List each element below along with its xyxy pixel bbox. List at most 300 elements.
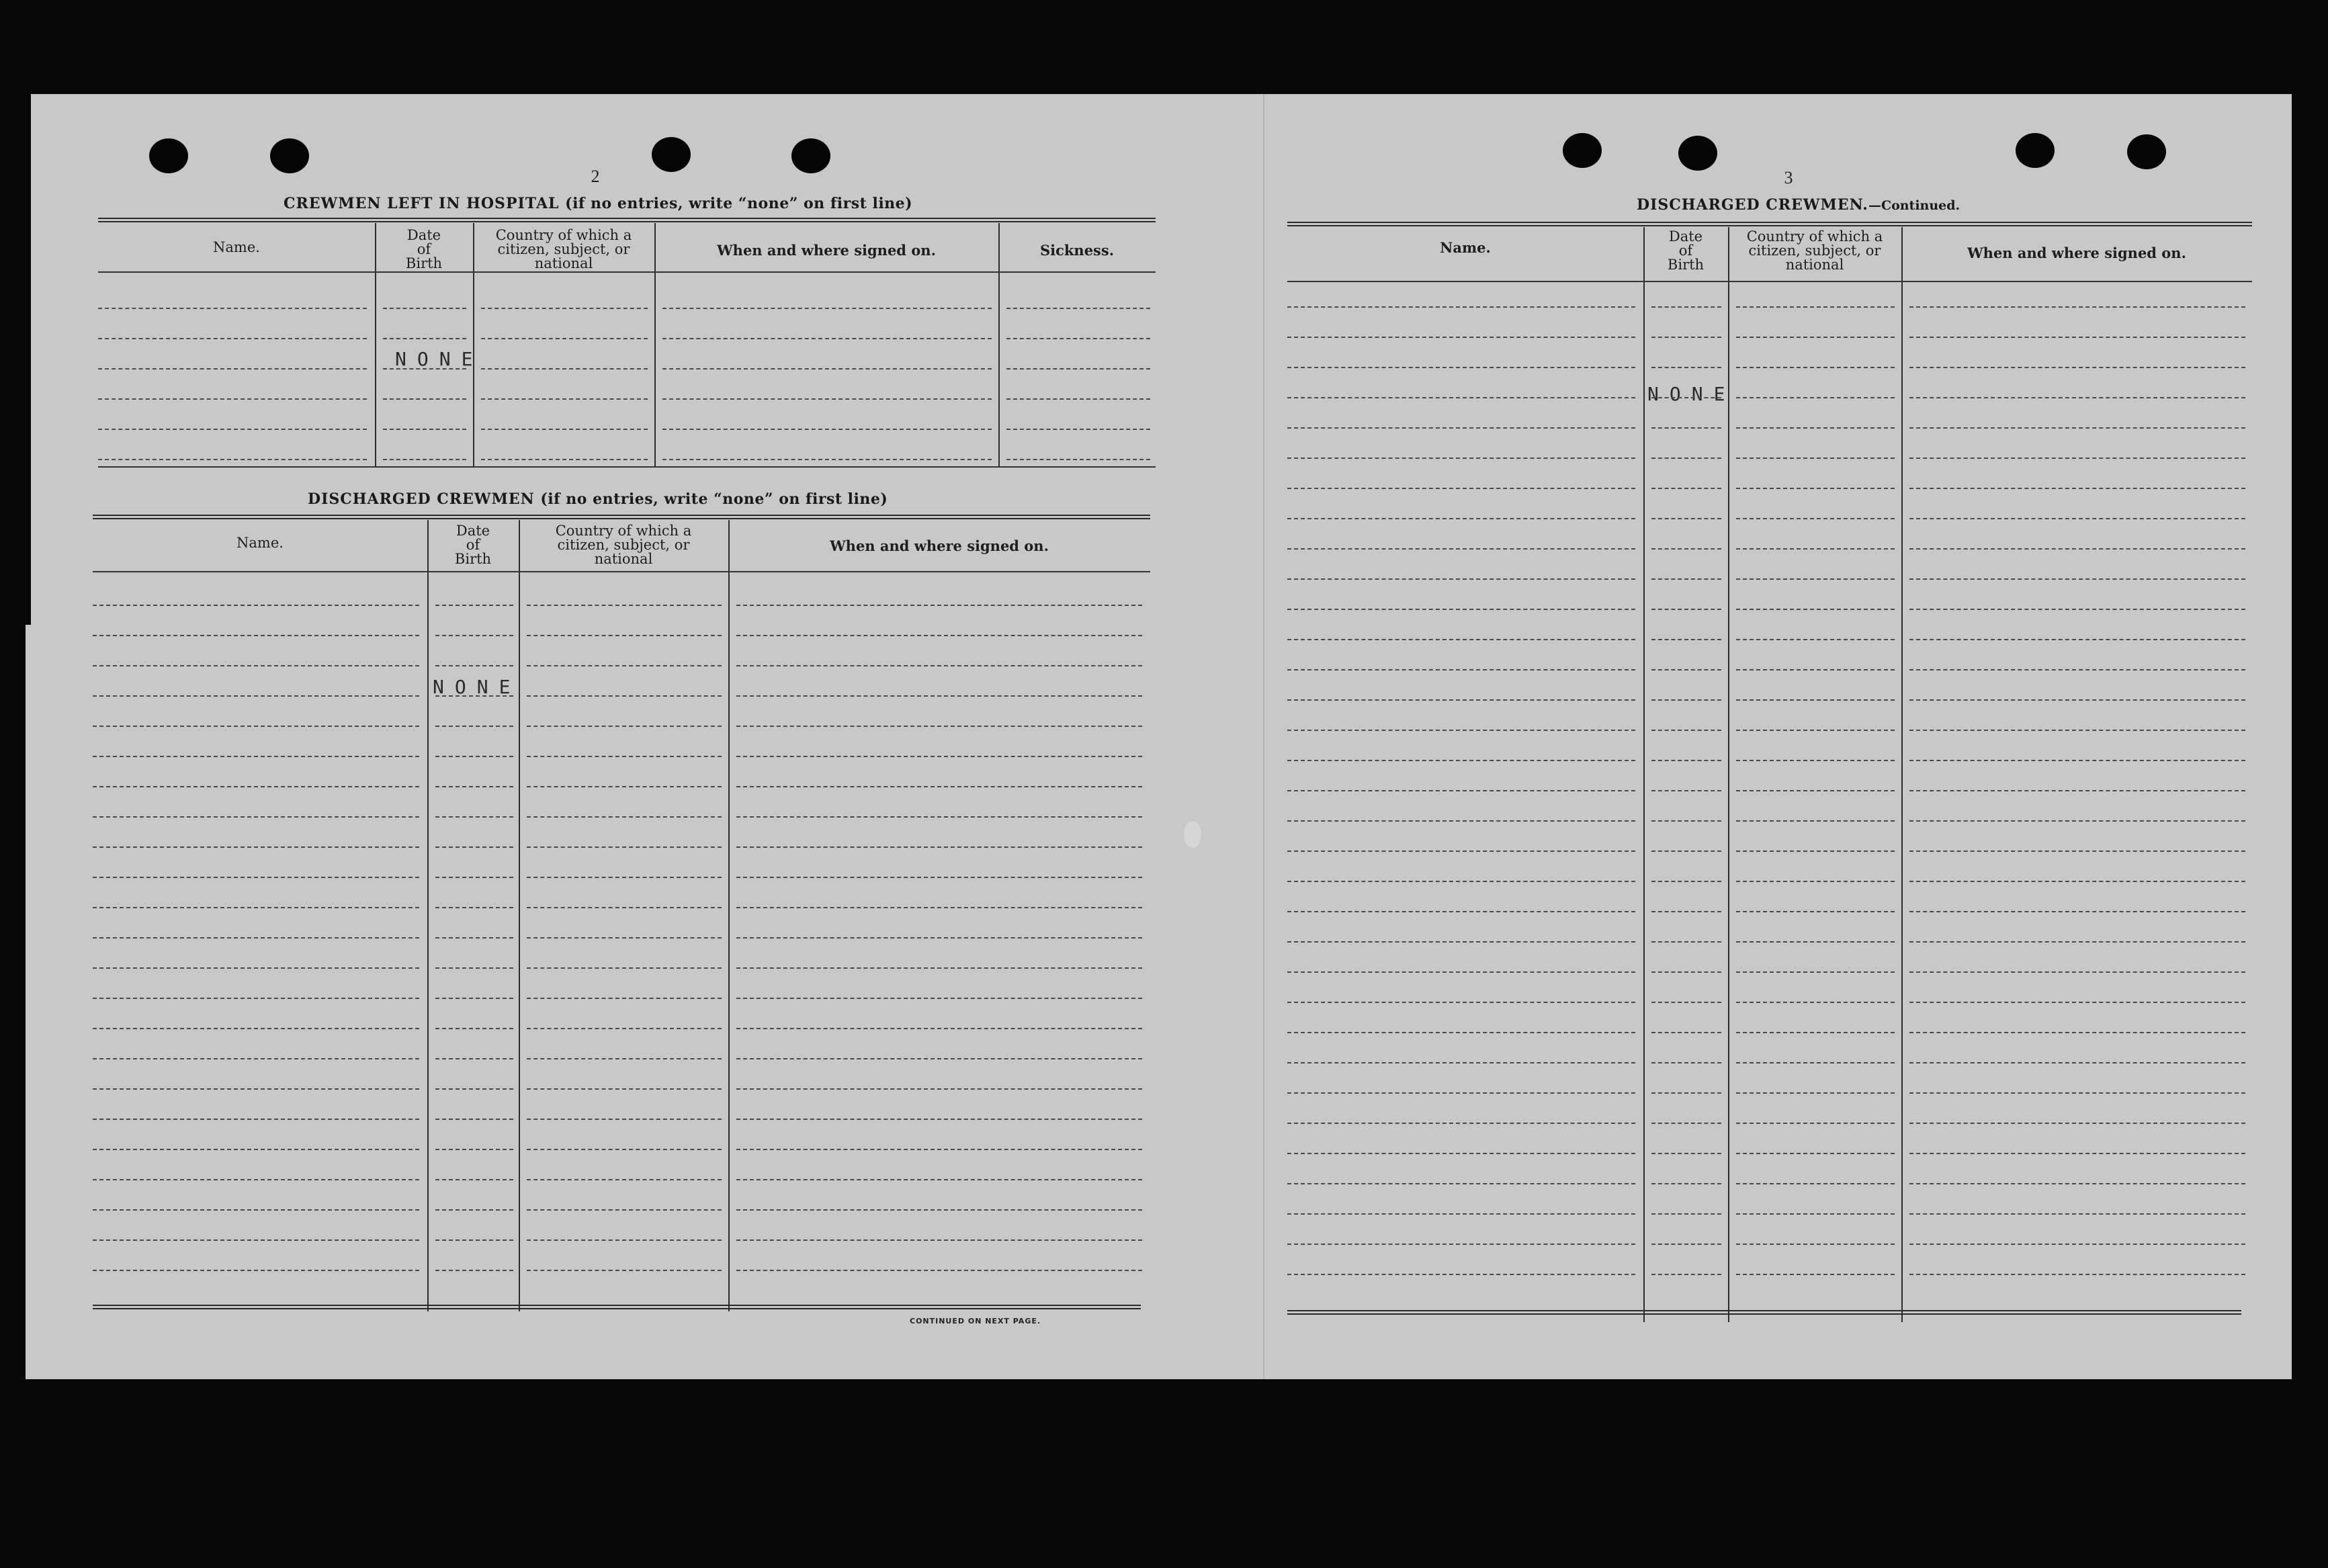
column-header-dob: [375, 228, 473, 271]
ruled-line: [93, 998, 419, 999]
column-header-country: [1728, 230, 1901, 272]
ruled-line: [1736, 639, 1895, 640]
column-divider: [519, 520, 520, 1311]
dob-line-1: Date: [1668, 228, 1703, 245]
ruled-line: [93, 907, 419, 908]
ruled-line: [93, 665, 419, 666]
table-bottom-rule: [1287, 1310, 2241, 1315]
ruled-line: [1736, 911, 1895, 912]
ruled-line: [1736, 760, 1895, 761]
ruled-line: [1651, 397, 1721, 398]
ruled-line: [527, 695, 722, 697]
column-divider: [654, 223, 656, 466]
table-bottom-rule: [93, 1305, 1141, 1309]
ruled-line: [1651, 941, 1721, 943]
ruled-line: [1909, 669, 2245, 670]
dob-line-3: Birth: [405, 255, 443, 271]
ruled-line: [1736, 699, 1895, 701]
discharged-section-title: [308, 490, 888, 508]
ruled-line: [736, 1270, 1142, 1271]
column-header-name: Name.: [1440, 239, 1491, 256]
ruled-line: [662, 398, 992, 400]
ruled-line: [93, 786, 419, 787]
ruled-line: [93, 605, 419, 606]
ruled-line: [736, 605, 1142, 606]
discharged-table: [93, 515, 1150, 1307]
continued-note: CONTINUED ON NEXT PAGE.: [910, 1317, 1041, 1325]
ruled-line: [1651, 760, 1721, 761]
ruled-line: [527, 605, 722, 606]
ruled-line: [435, 1149, 513, 1150]
ruled-line: [1736, 790, 1895, 791]
dob-line-2: of: [417, 241, 431, 257]
punch-hole: [791, 138, 830, 173]
ruled-line: [527, 1270, 722, 1271]
right-title-text: DISCHARGED CREWMEN.: [1637, 196, 1868, 214]
dob-line-2: of: [1678, 243, 1693, 259]
ruled-line: [1736, 488, 1895, 489]
ruled-line: [1287, 488, 1635, 489]
ruled-line: [1651, 578, 1721, 580]
country-line-3: national: [594, 551, 653, 567]
ruled-line: [93, 1209, 419, 1211]
ruled-line: [1909, 1183, 2245, 1184]
page-number-left: 2: [591, 167, 600, 186]
ruled-line: [93, 695, 419, 697]
none-stamp: NONE: [1647, 383, 1736, 405]
ruled-line: [1736, 1183, 1895, 1184]
ruled-line: [1909, 609, 2245, 610]
ruled-line: [1909, 639, 2245, 640]
ruled-line: [1651, 518, 1721, 519]
ruled-line: [1287, 367, 1635, 368]
ruled-line: [1651, 881, 1721, 882]
ruled-line: [1651, 1153, 1721, 1154]
ruled-line: [93, 1179, 419, 1180]
ruled-line: [93, 1149, 419, 1150]
ruled-line: [1909, 397, 2245, 398]
ruled-line: [662, 459, 992, 460]
dob-line-1: Date: [406, 227, 441, 243]
ruled-line: [1909, 1213, 2245, 1215]
ruled-line: [435, 1179, 513, 1180]
ruled-line: [1287, 337, 1635, 338]
ruled-line: [1287, 1092, 1635, 1094]
ruled-line: [93, 1028, 419, 1029]
punch-hole: [149, 138, 188, 173]
punch-hole: [1563, 133, 1602, 168]
ruled-line: [481, 429, 648, 430]
ruled-line: [1909, 1274, 2245, 1275]
discharged-continued-table: [1287, 222, 2252, 1323]
ruled-line: [662, 368, 992, 369]
ruled-line: [1006, 308, 1150, 309]
ruled-line: [1287, 306, 1635, 308]
ruled-line: [1651, 669, 1721, 670]
ruled-line: [1909, 1032, 2245, 1033]
punch-hole: [270, 138, 309, 173]
ruled-line: [1287, 1213, 1635, 1215]
column-divider: [1901, 227, 1903, 1322]
paper-speck: [1184, 821, 1201, 848]
ruled-line: [1287, 730, 1635, 731]
ruled-line: [98, 308, 367, 309]
ruled-line: [435, 1239, 513, 1241]
ruled-line: [435, 907, 513, 908]
ruled-line: [1287, 397, 1635, 398]
column-header-dob: [1643, 230, 1728, 272]
ruled-line: [481, 368, 648, 369]
ruled-line: [1651, 1274, 1721, 1275]
ruled-line: [1736, 518, 1895, 519]
ruled-line: [1736, 820, 1895, 822]
ruled-line: [1909, 427, 2245, 429]
ruled-line: [1736, 1244, 1895, 1245]
ruled-line: [1287, 609, 1635, 610]
column-divider: [1643, 227, 1645, 1322]
ruled-line: [1736, 367, 1895, 368]
column-divider: [728, 520, 730, 1311]
ruled-line: [1736, 1153, 1895, 1154]
ruled-line: [1736, 1092, 1895, 1094]
ruled-line: [1651, 1123, 1721, 1124]
ruled-line: [98, 338, 367, 339]
ruled-line: [527, 1179, 722, 1180]
ruled-line: [1651, 730, 1721, 731]
ruled-line: [1287, 1002, 1635, 1003]
ruled-line: [1006, 338, 1150, 339]
ruled-line: [435, 937, 513, 939]
ruled-line: [1651, 1002, 1721, 1003]
ruled-line: [1909, 1092, 2245, 1094]
ruled-line: [1909, 790, 2245, 791]
ruled-line: [527, 1028, 722, 1029]
ruled-line: [1736, 458, 1895, 459]
hospital-title-note: (if no entries, write “none” on first line): [565, 195, 913, 212]
ruled-line: [383, 398, 466, 400]
ruled-line: [1651, 427, 1721, 429]
ruled-line: [527, 786, 722, 787]
ruled-line: [1736, 971, 1895, 973]
ruled-line: [736, 1149, 1142, 1150]
ruled-line: [98, 429, 367, 430]
ruled-line: [1006, 429, 1150, 430]
ruled-line: [1736, 881, 1895, 882]
ruled-line: [1909, 1002, 2245, 1003]
punch-hole: [2127, 134, 2166, 169]
ruled-line: [383, 429, 466, 430]
discharged-title-note: (if no entries, write “none” on first line): [540, 490, 888, 508]
dob-line-1: Date: [456, 523, 490, 539]
ruled-line: [435, 1088, 513, 1090]
ruled-line: [1651, 851, 1721, 852]
header-rule: [93, 571, 1150, 572]
ruled-line: [93, 635, 419, 636]
ruled-line: [435, 756, 513, 757]
ruled-line: [1287, 1244, 1635, 1245]
ruled-line: [1651, 337, 1721, 338]
ruled-line: [527, 1088, 722, 1090]
ruled-line: [435, 967, 513, 969]
ruled-line: [1651, 548, 1721, 550]
ruled-line: [1651, 911, 1721, 912]
none-stamp: NONE: [395, 348, 484, 370]
ruled-line: [435, 1119, 513, 1120]
ruled-line: [1287, 911, 1635, 912]
ruled-line: [1736, 397, 1895, 398]
table-top-rule: [93, 515, 1150, 519]
ruled-line: [435, 877, 513, 878]
ruled-line: [1287, 1062, 1635, 1063]
ruled-line: [736, 756, 1142, 757]
ruled-line: [1287, 548, 1635, 550]
ruled-line: [93, 877, 419, 878]
ruled-line: [93, 846, 419, 848]
ruled-line: [1909, 578, 2245, 580]
ruled-line: [1909, 518, 2245, 519]
ruled-line: [1736, 730, 1895, 731]
ruled-line: [1006, 368, 1150, 369]
ruled-line: [1909, 820, 2245, 822]
hospital-table: [98, 218, 1156, 470]
dob-line-3: Birth: [1667, 257, 1705, 273]
ruled-line: [1651, 1183, 1721, 1184]
ruled-line: [1651, 1062, 1721, 1063]
discharged-title-text: DISCHARGED CREWMEN: [308, 490, 535, 508]
ruled-line: [527, 635, 722, 636]
right-title-suffix: —Continued.: [1868, 198, 1960, 213]
country-line-1: Country of which a: [1746, 228, 1883, 245]
ruled-line: [736, 1239, 1142, 1241]
column-divider: [998, 223, 1000, 466]
ruled-line: [1909, 911, 2245, 912]
ruled-line: [1909, 548, 2245, 550]
country-line-1: Country of which a: [555, 523, 692, 539]
ruled-line: [1651, 609, 1721, 610]
ruled-line: [1651, 1244, 1721, 1245]
ruled-line: [1651, 1213, 1721, 1215]
ruled-line: [1651, 367, 1721, 368]
ruled-line: [527, 665, 722, 666]
ruled-line: [93, 1088, 419, 1090]
ruled-line: [1736, 427, 1895, 429]
ruled-line: [1736, 1274, 1895, 1275]
ruled-line: [527, 1209, 722, 1211]
ruled-line: [1287, 1032, 1635, 1033]
ruled-line: [1736, 851, 1895, 852]
ruled-line: [1909, 1123, 2245, 1124]
ruled-line: [1287, 941, 1635, 943]
ruled-line: [1736, 548, 1895, 550]
ruled-line: [1651, 820, 1721, 822]
ruled-line: [527, 1149, 722, 1150]
punch-hole: [652, 137, 691, 172]
ruled-line: [527, 1119, 722, 1120]
ruled-line: [1651, 639, 1721, 640]
ruled-line: [736, 635, 1142, 636]
ruled-line: [736, 877, 1142, 878]
ruled-line: [527, 967, 722, 969]
ruled-line: [1006, 398, 1150, 400]
ruled-line: [435, 1270, 513, 1271]
ruled-line: [1909, 458, 2245, 459]
ruled-line: [527, 726, 722, 727]
ruled-line: [1651, 790, 1721, 791]
ruled-line: [1736, 1213, 1895, 1215]
ruled-line: [98, 459, 367, 460]
ruled-line: [1909, 699, 2245, 701]
country-line-3: national: [534, 255, 593, 271]
column-header-signed-on: When and where signed on.: [1967, 245, 2186, 261]
ruled-line: [1287, 820, 1635, 822]
ruled-line: [1287, 971, 1635, 973]
ruled-line: [1909, 730, 2245, 731]
ruled-line: [1736, 1032, 1895, 1033]
column-header-name: Name.: [236, 535, 284, 551]
ruled-line: [527, 1058, 722, 1059]
table-top-rule: [1287, 222, 2252, 226]
ruled-line: [1287, 790, 1635, 791]
country-line-2: citizen, subject, or: [497, 241, 630, 257]
ruled-line: [736, 937, 1142, 939]
column-divider: [427, 520, 429, 1311]
ruled-line: [383, 368, 466, 369]
ruled-line: [383, 459, 466, 460]
ruled-line: [98, 368, 367, 369]
ruled-line: [1287, 1153, 1635, 1154]
page-gutter: [1263, 94, 1264, 1379]
ruled-line: [1651, 306, 1721, 308]
ruled-line: [1651, 1092, 1721, 1094]
ruled-line: [481, 338, 648, 339]
ruled-line: [1651, 699, 1721, 701]
table-top-rule: [98, 218, 1156, 222]
ruled-line: [1909, 971, 2245, 973]
ruled-line: [1287, 1274, 1635, 1275]
ruled-line: [736, 726, 1142, 727]
ruled-line: [1909, 941, 2245, 943]
ruled-line: [1736, 941, 1895, 943]
ruled-line: [1909, 881, 2245, 882]
ruled-line: [435, 605, 513, 606]
ruled-line: [481, 459, 648, 460]
ruled-line: [93, 1058, 419, 1059]
ruled-line: [1006, 459, 1150, 460]
ruled-line: [1909, 851, 2245, 852]
ruled-line: [736, 1058, 1142, 1059]
ruled-line: [435, 726, 513, 727]
ruled-line: [1909, 367, 2245, 368]
ruled-line: [1287, 881, 1635, 882]
ruled-line: [481, 308, 648, 309]
ruled-line: [736, 907, 1142, 908]
ruled-line: [435, 1209, 513, 1211]
ruled-line: [1736, 609, 1895, 610]
ruled-line: [435, 665, 513, 666]
ruled-line: [1909, 760, 2245, 761]
ruled-line: [1287, 518, 1635, 519]
ruled-line: [527, 1239, 722, 1241]
column-header-dob: [427, 524, 519, 566]
column-header-signed-on: When and where signed on.: [717, 242, 936, 259]
punch-hole: [1678, 136, 1717, 171]
country-line-2: citizen, subject, or: [1748, 243, 1881, 259]
ruled-line: [1651, 1032, 1721, 1033]
ruled-line: [662, 338, 992, 339]
ruled-line: [93, 1270, 419, 1271]
ruled-line: [383, 338, 466, 339]
ruled-line: [1736, 1002, 1895, 1003]
ruled-line: [1651, 488, 1721, 489]
ruled-line: [1909, 488, 2245, 489]
ruled-line: [527, 846, 722, 848]
ruled-line: [736, 1088, 1142, 1090]
ruled-line: [1736, 337, 1895, 338]
column-header-signed-on: When and where signed on.: [830, 537, 1049, 554]
ruled-line: [1736, 306, 1895, 308]
ruled-line: [1736, 1123, 1895, 1124]
ruled-line: [736, 816, 1142, 818]
column-header-sickness: Sickness.: [1039, 242, 1115, 259]
ruled-line: [93, 756, 419, 757]
ruled-line: [527, 937, 722, 939]
country-line-3: national: [1785, 257, 1844, 273]
ruled-line: [383, 308, 466, 309]
ruled-line: [93, 816, 419, 818]
ruled-line: [435, 816, 513, 818]
ruled-line: [1736, 1062, 1895, 1063]
ruled-line: [1909, 1153, 2245, 1154]
ruled-line: [736, 695, 1142, 697]
ruled-line: [527, 907, 722, 908]
sheet-edge: [26, 625, 40, 1379]
ruled-line: [435, 695, 513, 697]
ruled-line: [1287, 760, 1635, 761]
punch-hole: [2016, 133, 2055, 168]
ruled-line: [93, 1239, 419, 1241]
hospital-section-title: [284, 195, 912, 212]
ruled-line: [527, 998, 722, 999]
ruled-line: [1909, 337, 2245, 338]
ruled-line: [736, 665, 1142, 666]
ruled-line: [481, 398, 648, 400]
ruled-line: [1651, 458, 1721, 459]
column-header-country: [519, 524, 728, 566]
none-stamp: NONE: [433, 676, 521, 698]
ruled-line: [1909, 1244, 2245, 1245]
ruled-line: [662, 308, 992, 309]
ruled-line: [527, 756, 722, 757]
ruled-line: [1287, 699, 1635, 701]
dob-line-2: of: [466, 537, 480, 553]
ruled-line: [435, 1028, 513, 1029]
ruled-line: [98, 398, 367, 400]
ruled-line: [93, 967, 419, 969]
ruled-line: [1909, 1062, 2245, 1063]
hospital-title-text: CREWMEN LEFT IN HOSPITAL: [284, 195, 560, 212]
ruled-line: [736, 1119, 1142, 1120]
ruled-line: [93, 1119, 419, 1120]
ruled-line: [736, 1028, 1142, 1029]
header-rule: [98, 271, 1156, 273]
ruled-line: [435, 786, 513, 787]
ruled-line: [736, 967, 1142, 969]
ruled-line: [1287, 1183, 1635, 1184]
ruled-line: [736, 786, 1142, 787]
ruled-line: [435, 635, 513, 636]
ruled-line: [1287, 669, 1635, 670]
ruled-line: [435, 1058, 513, 1059]
